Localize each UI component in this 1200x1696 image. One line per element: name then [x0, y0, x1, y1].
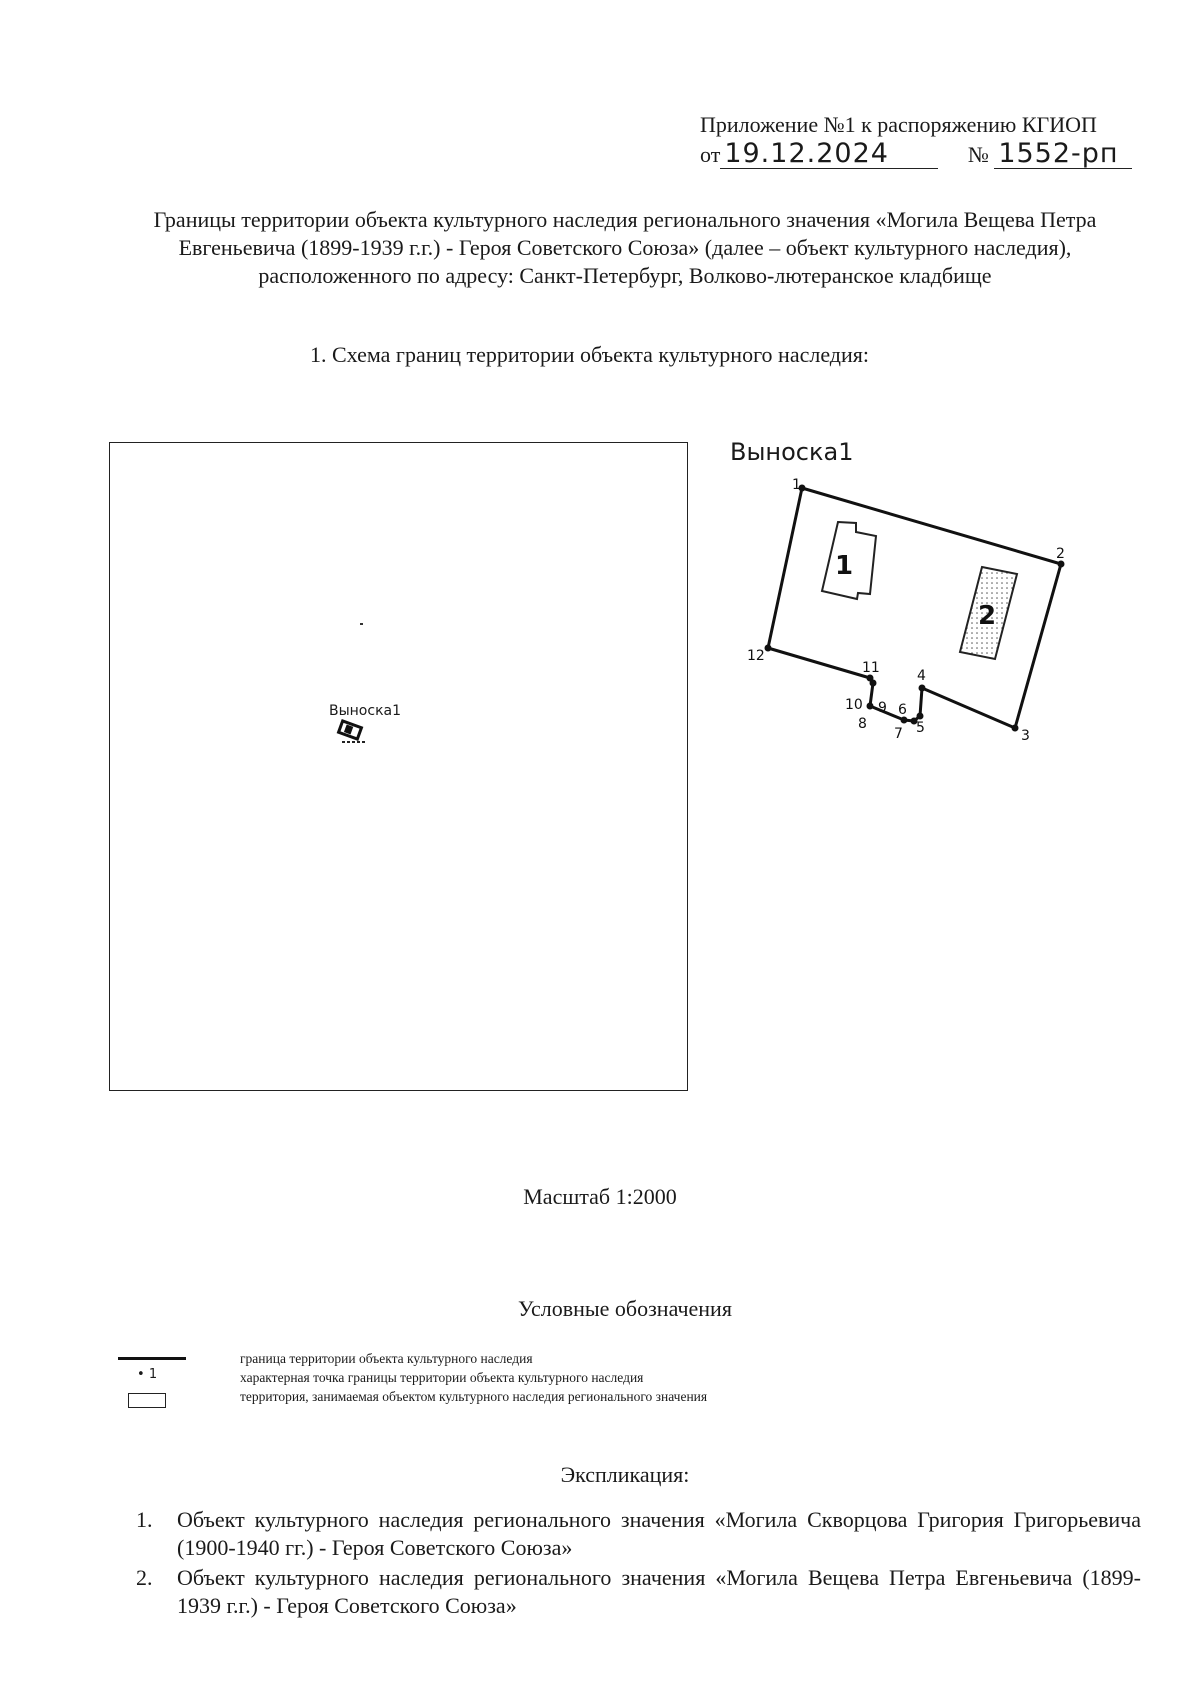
explication-item [136, 1506, 1141, 1562]
point-label-6: 6 [898, 702, 907, 718]
point-label-10: 10 [845, 697, 863, 713]
point-label-5: 5 [916, 720, 925, 736]
boundary-point [867, 703, 874, 710]
point-label-8: 8 [858, 716, 867, 732]
boundary-line [768, 488, 1061, 728]
object-label-1: 1 [835, 551, 854, 581]
overview-map-graphic [110, 443, 686, 1089]
explication-item-text: Объект культурного наследия регионального значения «Могила Скворцова Григория Григорьевича (1900-1940 гг.) - Героя Советского Союза» [177, 1507, 1141, 1560]
order-date: 19.12.2024 [720, 140, 938, 169]
overview-callout-label: Выноска1 [329, 703, 402, 719]
point-label-7: 7 [894, 726, 903, 742]
callout-title: Выноска1 [730, 438, 854, 466]
point-label-12: 12 [747, 648, 765, 664]
legend-point-symbol: • 1 [137, 1367, 158, 1382]
boundary-point [917, 713, 924, 720]
point-label-1: 1 [792, 477, 801, 493]
document-title: Границы территории объекта культурного наследия регионального значения «Могила Вещева Петра Евгеньевича (1899-1939 г.г.) - Героя Советского Союза» (далее – объект культурного наследия), расположенного по адресу: Санкт-Петербург, Волково-лютеранское кладбище [153, 207, 1097, 288]
legend-item-point: характерная точка границы территории объекта культурного наследия [240, 1370, 644, 1385]
point-label-11: 11 [862, 660, 880, 676]
number-prefix: № [967, 142, 989, 167]
appendix-title: Приложение №1 к распоряжению КГИОП [700, 112, 1097, 137]
explication-item-text: Объект культурного наследия регионального значения «Могила Вещева Петра Евгеньевича (1899-1939 г.г.) - Героя Советского Союза» [177, 1565, 1141, 1618]
explication-item-number: 2. [136, 1565, 153, 1590]
explication-list [136, 1506, 1141, 1622]
legend-point-symbol-label: 1 [148, 1367, 158, 1382]
explication-heading: Экспликация: [560, 1462, 690, 1487]
legend-boundary-symbol [118, 1357, 186, 1360]
boundary-point [1012, 725, 1019, 732]
explication-item [136, 1564, 1141, 1620]
point-label-2: 2 [1056, 546, 1065, 562]
order-number: 1552-рп [994, 140, 1132, 169]
legend-territory-symbol [128, 1393, 166, 1408]
point-label-9: 9 [878, 700, 887, 716]
overview-callout-marker [339, 721, 366, 742]
callout-plan [730, 466, 1090, 756]
object-label-2: 2 [978, 601, 997, 631]
map-scale: Масштаб 1:2000 [523, 1184, 677, 1209]
overview-map [109, 442, 688, 1091]
point-label-4: 4 [917, 668, 926, 684]
point-label-3: 3 [1021, 728, 1030, 744]
section-heading: 1. Схема границ территории объекта культурного наследия: [310, 342, 870, 367]
legend-heading: Условные обозначения [518, 1296, 732, 1321]
boundary-point [765, 645, 772, 652]
legend-item-boundary: граница территории объекта культурного наследия [240, 1351, 533, 1366]
date-prefix: от [700, 142, 721, 167]
legend-item-territory: территория, занимаемая объектом культурного наследия регионального значения [240, 1389, 708, 1404]
boundary-point [919, 685, 926, 692]
explication-item-number: 1. [136, 1507, 153, 1532]
order-line [700, 140, 1160, 176]
